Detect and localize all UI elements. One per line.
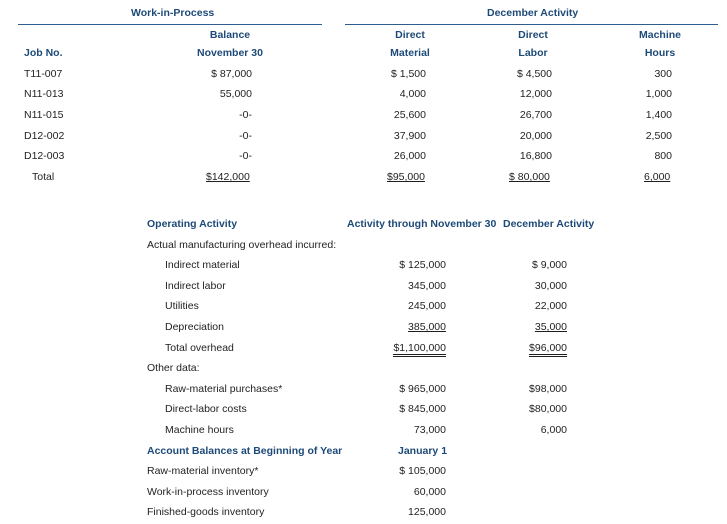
col-nov-header: Activity through November 30 (347, 218, 497, 230)
mh-cell: 1,000 (645, 88, 672, 100)
balance-label: Finished-goods inventory (147, 506, 265, 518)
overhead-heading: Actual manufacturing overhead incurred: (147, 239, 337, 251)
dl-cell: 26,700 (519, 109, 552, 121)
col-mh-header-2: Hours (644, 47, 676, 59)
balance-value: 60,000 (413, 486, 446, 498)
other-dec: $98,000 (529, 383, 567, 395)
other-nov: 73,000 (413, 424, 446, 436)
dl-cell: $ 4,500 (516, 68, 552, 80)
col-dm-header-1: Direct (395, 29, 425, 41)
overhead-dec: 30,000 (534, 280, 567, 292)
balance-cell: -0- (239, 150, 252, 162)
col-mh-header-1: Machine (638, 29, 681, 41)
dl-cell: 16,800 (519, 150, 552, 162)
balance-label: Work-in-process inventory (147, 486, 269, 498)
december-group-header: December Activity (487, 7, 579, 19)
mh-cell: 2,500 (645, 130, 672, 142)
dl-cell: 20,000 (519, 130, 552, 142)
other-dec: $80,000 (529, 403, 567, 415)
other-label: Machine hours (165, 424, 234, 436)
overhead-nov: 385,000 (408, 321, 446, 333)
col-dec-header: December Activity (503, 218, 595, 230)
col-dm-header-2: Material (390, 47, 430, 59)
dm-cell: 37,900 (393, 130, 426, 142)
balance-value: $ 105,000 (399, 465, 446, 477)
mh-cell: 300 (654, 68, 672, 80)
total-dm: $95,000 (387, 171, 425, 183)
balance-cell: -0- (239, 130, 252, 142)
overhead-label: Utilities (165, 300, 199, 312)
header-rule-left (18, 24, 322, 25)
dm-cell: $ 1,500 (390, 68, 426, 80)
balances-col-header: January 1 (398, 445, 448, 457)
total-balance: $142,000 (206, 171, 250, 183)
overhead-label: Depreciation (165, 321, 224, 333)
balance-value: 125,000 (408, 506, 446, 518)
overhead-nov: $ 125,000 (399, 259, 446, 271)
col-balance-header-1: Balance (209, 29, 251, 41)
col-dl-header-2: Labor (518, 47, 548, 59)
dm-cell: 26,000 (393, 150, 426, 162)
other-nov: $ 965,000 (399, 383, 446, 395)
col-balance-header-2: November 30 (197, 47, 263, 59)
total-overhead-label: Total overhead (165, 342, 234, 354)
mh-cell: 1,400 (645, 109, 672, 121)
operating-activity-title: Operating Activity (147, 218, 238, 230)
dl-cell: 12,000 (519, 88, 552, 100)
job-cell: D12-003 (24, 150, 65, 162)
balance-cell: 55,000 (219, 88, 252, 100)
wip-group-header: Work-in-Process (131, 7, 215, 19)
dm-cell: 25,600 (393, 109, 426, 121)
total-overhead-nov: $1,100,000 (393, 342, 446, 357)
dm-cell: 4,000 (399, 88, 426, 100)
col-job-header: Job No. (24, 47, 63, 59)
other-data-heading: Other data: (147, 362, 200, 374)
other-nov: $ 845,000 (399, 403, 446, 415)
overhead-dec: 35,000 (534, 321, 567, 333)
header-rule-right (345, 24, 718, 25)
job-cell: D12-002 (24, 130, 65, 142)
overhead-label: Indirect labor (165, 280, 226, 292)
total-label: Total (32, 171, 55, 183)
job-cell: N11-015 (24, 109, 64, 121)
job-cell: T11-007 (24, 68, 63, 80)
overhead-dec: $ 9,000 (531, 259, 567, 271)
job-cell: N11-013 (24, 88, 64, 100)
balance-label: Raw-material inventory* (147, 465, 259, 477)
overhead-dec: 22,000 (534, 300, 567, 312)
total-overhead-dec: $96,000 (529, 342, 567, 357)
overhead-nov: 345,000 (408, 280, 446, 292)
total-dl: $ 80,000 (509, 171, 550, 183)
other-label: Raw-material purchases* (165, 383, 283, 395)
balance-cell: -0- (239, 109, 252, 121)
col-dl-header-1: Direct (518, 29, 548, 41)
balances-title: Account Balances at Beginning of Year (147, 445, 343, 457)
other-dec: 6,000 (540, 424, 567, 436)
other-label: Direct-labor costs (165, 403, 247, 415)
overhead-label: Indirect material (165, 259, 240, 271)
overhead-nov: 245,000 (408, 300, 446, 312)
balance-cell: $ 87,000 (211, 68, 252, 80)
mh-cell: 800 (654, 150, 672, 162)
total-mh: 6,000 (644, 171, 671, 183)
